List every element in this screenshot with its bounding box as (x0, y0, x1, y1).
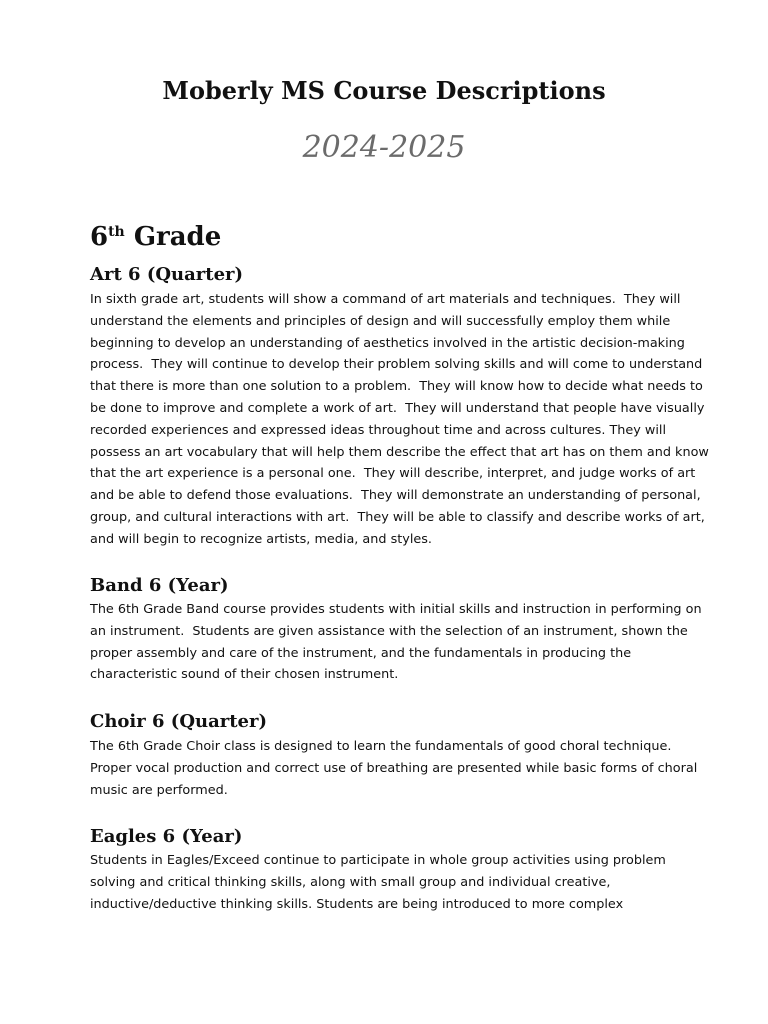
course-description-art (90, 289, 709, 551)
grade-heading (90, 222, 221, 252)
course-title-choir: Choir 6 (Quarter) (90, 711, 267, 732)
description-line: that the art experience is a personal one. They will describe, interpret, and judge works of art (90, 466, 696, 482)
grade-word: Grade (133, 222, 222, 252)
description-line: an instrument. Students are given assistance with the selection of an instrument, shown the (90, 623, 688, 639)
description-line: The 6th Grade Choir class is designed to learn the fundamentals of good choral technique. (90, 739, 672, 754)
grade-number: 6 (90, 222, 109, 252)
course-title-band: Band 6 (Year) (90, 575, 229, 596)
course-title-eagles: Eagles 6 (Year) (90, 826, 243, 847)
description-line: In sixth grade art, students will show a command of art materials and techniques. They will (90, 292, 681, 307)
course-description-band (90, 599, 702, 686)
description-line: be done to improve and complete a work of art. They will understand that people have visually (90, 400, 705, 416)
description-line: recorded experiences and expressed ideas throughout time and across cultures. They will (90, 422, 667, 438)
description-line: inductive/deductive thinking skills. Students are being introduced to more complex (90, 896, 624, 912)
description-line: proper assembly and care of the instrument, and the fundamentals in producing the (90, 645, 632, 661)
description-line: that there is more than one solution to a problem. They will know how to decide what needs to (90, 379, 703, 395)
document-title: Moberly MS Course Descriptions (162, 76, 606, 105)
school-year: 2024-2025 (302, 130, 466, 165)
description-line: and be able to defend those evaluations. They will demonstrate an understanding of personal, (90, 488, 701, 504)
description-line: solving and critical thinking skills, along with small group and individual creative, (90, 874, 611, 890)
description-line: beginning to develop an understanding of aesthetics involved in the artistic decision-making (90, 335, 685, 351)
description-line: understand the elements and principles of design and will successfully employ them while (90, 313, 671, 329)
description-line: possess an art vocabulary that will help them describe the effect that art has on them and know (90, 444, 709, 460)
description-line: process. They will continue to develop their problem solving skills and will come to understand (90, 357, 703, 373)
description-line: music are performed. (90, 782, 228, 798)
course-description-eagles (90, 850, 682, 915)
description-line: Students in Eagles/Exceed continue to participate in whole group activities using problem (90, 853, 666, 868)
course-description-choir (90, 736, 698, 801)
description-line: The 6th Grade Band course provides students with initial skills and instruction in performing on (90, 602, 702, 617)
description-line: group, and cultural interactions with art. They will be able to classify and describe works of art, (90, 509, 705, 525)
grade-suffix: th (108, 224, 125, 240)
description-line: characteristic sound of their chosen instrument. (90, 667, 399, 683)
description-line: Proper vocal production and correct use of breathing are presented while basic forms of choral (90, 760, 698, 776)
course-title-art: Art 6 (Quarter) (90, 264, 244, 285)
description-line: and will begin to recognize artists, media, and styles. (90, 531, 432, 547)
